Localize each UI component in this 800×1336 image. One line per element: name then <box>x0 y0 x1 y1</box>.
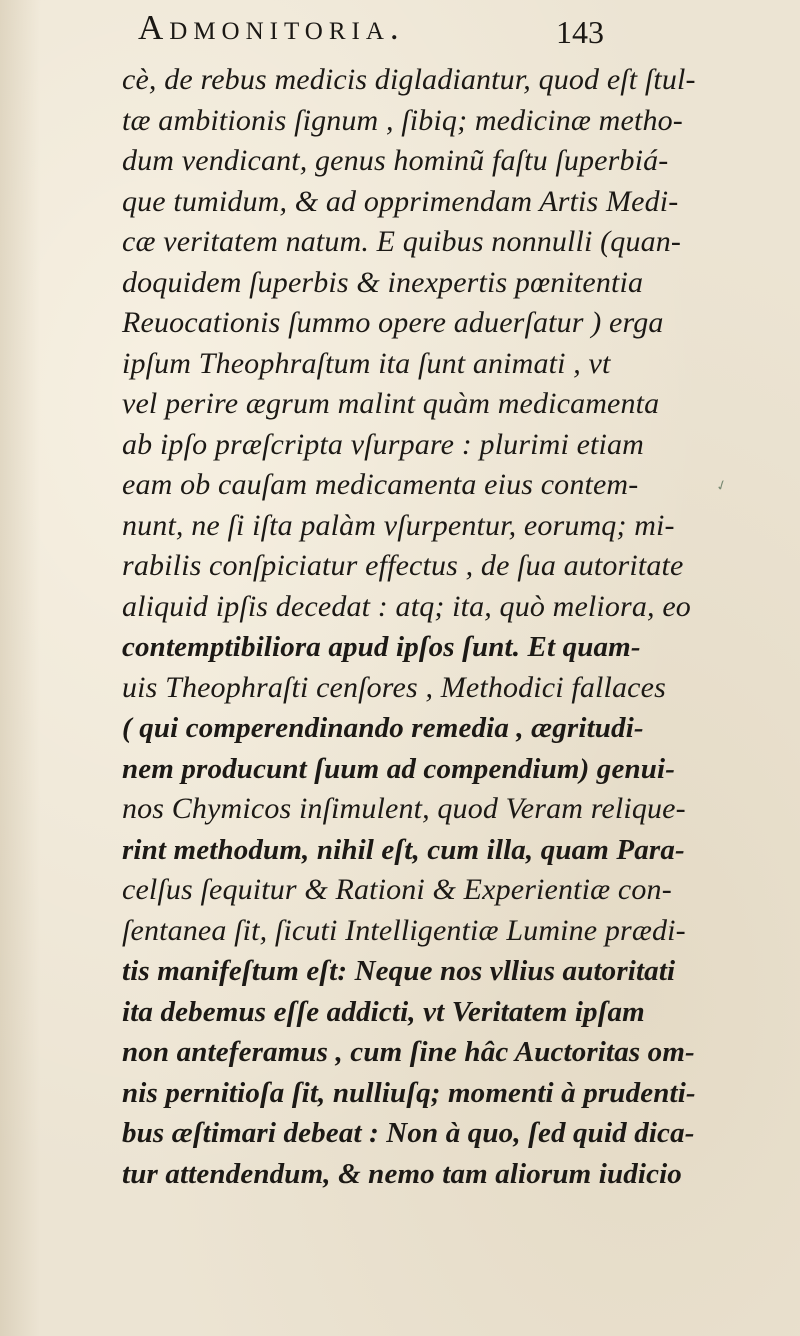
running-head: Admonitoria. <box>138 8 405 47</box>
text-line: rabilis conſpiciatur effectus , de ſua autoritate <box>122 549 684 582</box>
body-text <box>122 60 762 1194</box>
text-line: cæ veritatem natum. E quibus nonnulli (quan- <box>122 225 682 258</box>
text-line: tur attendendum, & nemo tam aliorum iudicio <box>122 1157 682 1190</box>
text-line: rint methodum, nihil eſt, cum illa, quam Para- <box>122 833 685 866</box>
text-line: cè, de rebus medicis digladiantur, quod eſt ſtul- <box>122 63 696 96</box>
text-line: ipſum Theophraſtum ita ſunt animati , vt <box>122 346 611 380</box>
text-line: ab ipſo præſcripta vſurpare : plurimi etiam <box>122 427 644 461</box>
text-line: celſus ſequitur & Rationi & Experientiæ con- <box>122 873 672 906</box>
text-line: nis pernitioſa ſit, nulliuſq; momenti à prudenti- <box>122 1076 696 1109</box>
page-header <box>138 8 638 58</box>
text-line: ( qui comperendinando remedia , ægritudi- <box>122 712 644 744</box>
text-line: eam ob cauſam medicamenta eius contem- <box>122 468 639 501</box>
text-line: contemptibiliora apud ipſos ſunt. Et quam- <box>122 631 641 663</box>
text-line: nem producunt ſuum ad compendium) genui- <box>122 752 676 785</box>
page-number: 143 <box>556 14 604 50</box>
text-line: non anteferamus , cum ſine hâc Auctoritas om- <box>122 1036 695 1068</box>
text-line: doquidem ſuperbis & inexpertis pœnitentia <box>122 265 644 299</box>
text-line: Reuocationis ſummo opere aduerſatur ) erga <box>122 306 664 339</box>
ink-mark: ✓ <box>713 476 731 496</box>
text-line: vel perire ægrum malint quàm medicamenta <box>122 387 660 420</box>
text-line: dum vendicant, genus hominũ faſtu ſuperbiá- <box>122 144 669 177</box>
text-line: bus æſtimari debeat : Non à quo, ſed quid dica- <box>122 1117 695 1149</box>
text-line: nos Chymicos inſimulent, quod Veram relique- <box>122 792 686 825</box>
text-line: uis Theophraſti cenſores , Methodici fallaces <box>122 670 666 704</box>
text-line: tæ ambitionis ſignum , ſibiq; medicinæ metho- <box>122 103 683 137</box>
text-line: ita debemus eſſe addicti, vt Veritatem ipſam <box>122 995 645 1028</box>
text-line: ſentanea ſit, ſicuti Intelligentiæ Lumine prædi- <box>122 913 686 947</box>
text-line: nunt, ne ſi iſta palàm vſurpentur, eorumq; mi- <box>122 508 675 542</box>
gutter-shadow <box>0 0 40 1336</box>
text-line: aliquid ipſis decedat : atq; ita, quò meliora, eo <box>122 589 691 623</box>
text-line: que tumidum, & ad opprimendam Artis Medi- <box>122 184 679 218</box>
text-line: tis manifeſtum eſt: Neque nos vllius autoritati <box>122 955 676 987</box>
